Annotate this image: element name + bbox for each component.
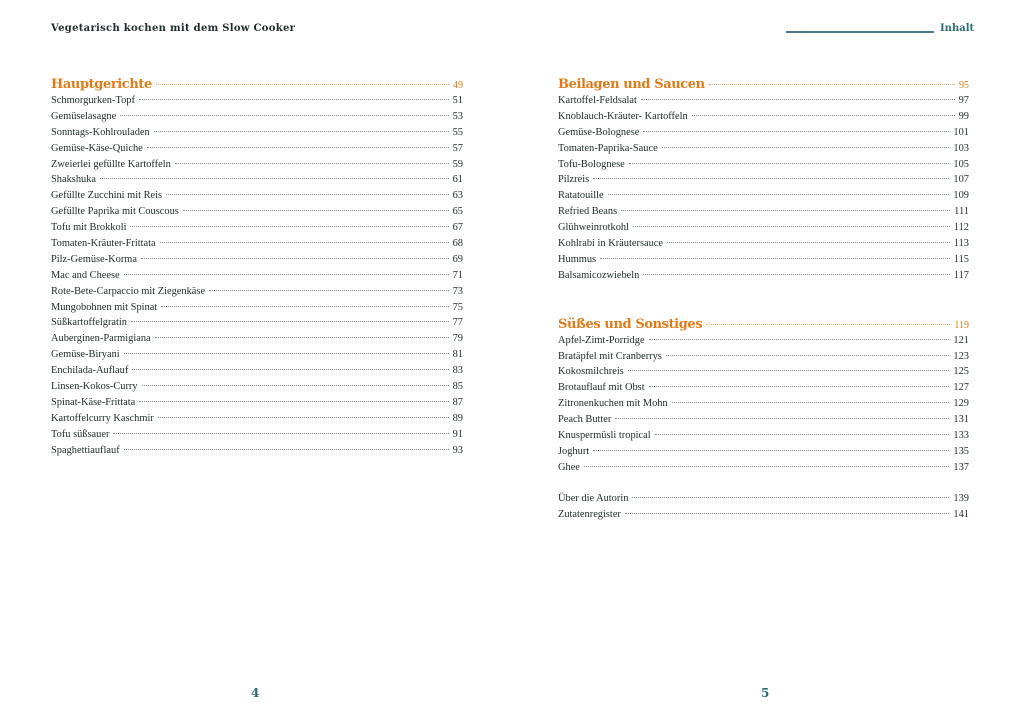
toc-entry[interactable] bbox=[51, 395, 463, 411]
entry-title: Über die Autorin bbox=[558, 492, 629, 504]
toc-entry[interactable] bbox=[558, 507, 969, 523]
dot-leader bbox=[156, 84, 449, 85]
toc-entry[interactable] bbox=[558, 252, 969, 268]
dot-leader bbox=[641, 99, 955, 100]
dot-leader bbox=[131, 321, 449, 322]
dot-leader bbox=[183, 210, 449, 211]
toc-entry[interactable] bbox=[558, 172, 969, 188]
entry-page: 67 bbox=[452, 222, 463, 234]
entry-title: Pilzreis bbox=[558, 174, 590, 186]
entry-title: Refried Beans bbox=[558, 206, 618, 218]
dot-leader bbox=[692, 115, 955, 116]
entry-page: 75 bbox=[452, 301, 463, 313]
entry-title: Tomaten-Kräuter-Frittata bbox=[51, 238, 156, 250]
toc-entry[interactable] bbox=[51, 141, 463, 157]
toc-entry[interactable] bbox=[558, 125, 969, 141]
toc-entry[interactable] bbox=[51, 93, 463, 109]
dot-leader bbox=[672, 402, 950, 403]
entry-title: Enchilada-Auflauf bbox=[51, 365, 129, 377]
entry-page: 63 bbox=[452, 190, 463, 202]
dot-leader bbox=[166, 194, 449, 195]
toc-entry[interactable] bbox=[558, 204, 969, 220]
section-title: Beilagen und Saucen bbox=[558, 77, 705, 92]
entry-title: Sonntags-Kohlrouladen bbox=[51, 126, 150, 138]
entry-page: 59 bbox=[452, 158, 463, 170]
entry-page: 129 bbox=[953, 398, 969, 410]
dot-leader bbox=[593, 450, 949, 451]
entry-title: Peach Butter bbox=[558, 414, 612, 426]
dot-leader bbox=[649, 339, 950, 340]
entry-page: 87 bbox=[452, 396, 463, 408]
entry-page: 115 bbox=[953, 253, 969, 265]
entry-title: Ratatouille bbox=[558, 190, 604, 202]
dot-leader bbox=[124, 274, 449, 275]
dot-leader bbox=[629, 163, 950, 164]
entry-title: Gemüselasagne bbox=[51, 110, 117, 122]
entry-page: 77 bbox=[452, 317, 463, 329]
entry-page: 113 bbox=[953, 238, 969, 250]
toc-left-column bbox=[51, 76, 463, 458]
toc-entry[interactable] bbox=[558, 188, 969, 204]
toc-extras-list bbox=[558, 491, 969, 523]
entry-page: 112 bbox=[953, 222, 969, 234]
entry-page: 93 bbox=[452, 444, 463, 456]
entry-page: 57 bbox=[452, 142, 463, 154]
entry-title: Auberginen-Parmigiana bbox=[51, 333, 151, 345]
entry-title: Zitronenkuchen mit Mohn bbox=[558, 398, 668, 410]
entry-title: Gemüse-Biryani bbox=[51, 349, 120, 361]
entry-title: Gemüse-Bolognese bbox=[558, 126, 640, 138]
toc-entry[interactable] bbox=[51, 331, 463, 347]
toc-entry[interactable] bbox=[51, 411, 463, 427]
entry-page: 121 bbox=[953, 334, 969, 346]
dot-leader bbox=[158, 417, 449, 418]
dot-leader bbox=[160, 242, 449, 243]
entry-title: Balsamicozwiebeln bbox=[558, 269, 640, 281]
entry-page: 73 bbox=[452, 285, 463, 297]
toc-entry[interactable] bbox=[51, 157, 463, 173]
toc-entry-list bbox=[558, 93, 969, 284]
dot-leader bbox=[113, 433, 448, 434]
entry-page: 71 bbox=[452, 269, 463, 281]
entry-page: 135 bbox=[953, 445, 969, 457]
toc-entry[interactable] bbox=[51, 284, 463, 300]
dot-leader bbox=[147, 147, 449, 148]
dot-leader bbox=[706, 324, 950, 325]
entry-page: 103 bbox=[953, 142, 969, 154]
dot-leader bbox=[632, 497, 949, 498]
entry-title: Hummus bbox=[558, 253, 597, 265]
dot-leader bbox=[130, 226, 448, 227]
toc-entry[interactable] bbox=[51, 252, 463, 268]
entry-page: 117 bbox=[953, 269, 969, 281]
entry-title: Bratäpfel mit Cranberrys bbox=[558, 350, 662, 362]
toc-entry[interactable] bbox=[51, 268, 463, 284]
toc-entry[interactable] bbox=[558, 380, 969, 396]
toc-entry[interactable] bbox=[558, 109, 969, 125]
toc-entry[interactable] bbox=[51, 315, 463, 331]
dot-leader bbox=[100, 178, 449, 179]
running-header-section: Inhalt bbox=[940, 23, 975, 34]
entry-title: Rote-Bete-Carpaccio mit Ziegenkäse bbox=[51, 285, 206, 297]
dot-leader bbox=[124, 353, 449, 354]
entry-page: 91 bbox=[452, 428, 463, 440]
dot-leader bbox=[175, 163, 449, 164]
toc-entry[interactable] bbox=[558, 268, 969, 284]
dot-leader bbox=[139, 99, 449, 100]
entry-page: 51 bbox=[452, 95, 463, 106]
toc-entry[interactable] bbox=[558, 220, 969, 236]
dot-leader bbox=[124, 449, 449, 450]
entry-page: 89 bbox=[452, 412, 463, 424]
toc-entry[interactable] bbox=[51, 125, 463, 141]
entry-page: 68 bbox=[452, 238, 463, 250]
dot-leader bbox=[621, 210, 950, 211]
entry-page: 111 bbox=[954, 206, 969, 218]
dot-leader bbox=[600, 258, 950, 259]
toc-entry[interactable] bbox=[51, 427, 463, 443]
toc-entry[interactable] bbox=[558, 236, 969, 252]
entry-page: 99 bbox=[958, 110, 969, 122]
entry-title: Tofu süßsauer bbox=[51, 428, 110, 440]
dot-leader bbox=[655, 434, 950, 435]
entry-title: Zweierlei gefüllte Kartoffeln bbox=[51, 158, 171, 170]
entry-title: Spaghettiauflauf bbox=[51, 444, 120, 456]
entry-page: 69 bbox=[452, 253, 463, 265]
section-page: 119 bbox=[954, 319, 969, 331]
toc-section-heading[interactable] bbox=[51, 76, 463, 93]
entry-title: Pilz-Gemüse-Korma bbox=[51, 253, 137, 265]
header-rule bbox=[786, 31, 934, 33]
entry-title: Knuspermüsli tropical bbox=[558, 430, 651, 442]
toc-entry[interactable] bbox=[51, 236, 463, 252]
dot-leader bbox=[154, 131, 449, 132]
toc-entry[interactable] bbox=[558, 157, 969, 173]
entry-title: Zutatenregister bbox=[558, 508, 621, 520]
section-page: 49 bbox=[453, 80, 463, 91]
entry-page: 131 bbox=[953, 414, 969, 426]
entry-title: Mac and Cheese bbox=[51, 269, 120, 281]
entry-page: 97 bbox=[958, 95, 969, 106]
toc-entry[interactable] bbox=[51, 204, 463, 220]
dot-leader bbox=[649, 386, 950, 387]
toc-section-heading[interactable] bbox=[558, 316, 969, 333]
dot-leader bbox=[628, 370, 950, 371]
entry-title: Tomaten-Paprika-Sauce bbox=[558, 142, 658, 154]
entry-title: Tofu-Bolognese bbox=[558, 158, 625, 170]
toc-entry[interactable] bbox=[558, 491, 969, 507]
entry-title: Ghee bbox=[558, 461, 580, 473]
entry-page: 139 bbox=[953, 492, 969, 504]
toc-entry[interactable] bbox=[51, 188, 463, 204]
entry-page: 127 bbox=[953, 382, 969, 394]
section-title: Süßes und Sonstiges bbox=[558, 316, 703, 332]
toc-entry[interactable] bbox=[558, 412, 969, 428]
section-title: Hauptgerichte bbox=[51, 77, 152, 92]
entry-page: 133 bbox=[953, 430, 969, 442]
dot-leader bbox=[643, 274, 949, 275]
dot-leader bbox=[667, 242, 950, 243]
entry-title: Kohlrabi in Kräutersauce bbox=[558, 238, 664, 250]
dot-leader bbox=[666, 355, 950, 356]
toc-entry[interactable] bbox=[51, 443, 463, 459]
entry-page: 61 bbox=[452, 174, 463, 186]
entry-page: 109 bbox=[953, 190, 969, 202]
toc-right-column bbox=[558, 76, 969, 522]
toc-entry-list bbox=[558, 333, 969, 476]
entry-title: Apfel-Zimt-Porridge bbox=[558, 334, 645, 346]
entry-page: 105 bbox=[953, 158, 969, 170]
toc-entry[interactable] bbox=[558, 428, 969, 444]
dot-leader bbox=[209, 290, 449, 291]
toc-entry[interactable] bbox=[558, 93, 969, 109]
entry-title: Kokosmilchreis bbox=[558, 366, 624, 378]
page-number-left: 4 bbox=[251, 686, 260, 700]
entry-page: 101 bbox=[953, 126, 969, 138]
dot-leader bbox=[593, 178, 949, 179]
toc-entry[interactable] bbox=[51, 109, 463, 125]
entry-page: 65 bbox=[452, 206, 463, 218]
entry-title: Kartoffel-Feldsalat bbox=[558, 95, 637, 106]
dot-leader bbox=[625, 513, 950, 514]
entry-title: Tofu mit Brokkoli bbox=[51, 222, 127, 234]
running-header-title: Vegetarisch kochen mit dem Slow Cooker bbox=[51, 23, 296, 34]
section-page: 95 bbox=[959, 80, 969, 91]
page-number-right: 5 bbox=[761, 686, 770, 700]
dot-leader bbox=[662, 147, 950, 148]
dot-leader bbox=[161, 306, 448, 307]
toc-entry[interactable] bbox=[51, 347, 463, 363]
entry-title: Linsen-Kokos-Curry bbox=[51, 381, 138, 393]
entry-page: 83 bbox=[452, 365, 463, 377]
dot-leader bbox=[120, 115, 448, 116]
dot-leader bbox=[141, 258, 449, 259]
entry-page: 123 bbox=[953, 350, 969, 362]
dot-leader bbox=[709, 84, 955, 85]
toc-entry[interactable] bbox=[558, 364, 969, 380]
dot-leader bbox=[643, 131, 949, 132]
entry-title: Joghurt bbox=[558, 445, 590, 457]
entry-page: 55 bbox=[452, 126, 463, 138]
entry-title: Gefüllte Zucchini mit Reis bbox=[51, 190, 163, 202]
entry-title: Brotauflauf mit Obst bbox=[558, 382, 645, 394]
entry-page: 81 bbox=[452, 349, 463, 361]
entry-title: Kartoffelcurry Kaschmir bbox=[51, 412, 154, 424]
toc-entry[interactable] bbox=[51, 363, 463, 379]
toc-entry[interactable] bbox=[558, 141, 969, 157]
entry-title: Knoblauch-Kräuter- Kartoffeln bbox=[558, 110, 688, 122]
toc-entry[interactable] bbox=[51, 172, 463, 188]
entry-title: Spinat-Käse-Frittata bbox=[51, 396, 136, 408]
toc-entry[interactable] bbox=[558, 349, 969, 365]
entry-title: Süßkartoffelgratin bbox=[51, 317, 127, 329]
dot-leader bbox=[615, 418, 949, 419]
toc-entry[interactable] bbox=[558, 396, 969, 412]
entry-page: 125 bbox=[953, 366, 969, 378]
entry-title: Gefüllte Paprika mit Couscous bbox=[51, 206, 179, 218]
entry-page: 53 bbox=[452, 110, 463, 122]
toc-entry-list bbox=[51, 93, 463, 458]
toc-entry[interactable] bbox=[558, 333, 969, 349]
entry-page: 137 bbox=[953, 461, 969, 473]
entry-title: Mungobohnen mit Spinat bbox=[51, 301, 158, 313]
toc-entry[interactable] bbox=[51, 220, 463, 236]
dot-leader bbox=[132, 369, 448, 370]
dot-leader bbox=[584, 466, 949, 467]
toc-section-heading[interactable] bbox=[558, 76, 969, 93]
entry-title: Schmorgurken-Topf bbox=[51, 95, 135, 106]
entry-page: 85 bbox=[452, 381, 463, 393]
dot-leader bbox=[142, 385, 449, 386]
toc-entry[interactable] bbox=[558, 444, 969, 460]
toc-entry[interactable] bbox=[51, 300, 463, 316]
dot-leader bbox=[608, 194, 950, 195]
dot-leader bbox=[633, 226, 950, 227]
entry-title: Gemüse-Käse-Quiche bbox=[51, 142, 143, 154]
toc-entry[interactable] bbox=[51, 379, 463, 395]
toc-entry[interactable] bbox=[558, 460, 969, 476]
dot-leader bbox=[155, 337, 449, 338]
entry-page: 107 bbox=[953, 174, 969, 186]
entry-page: 79 bbox=[452, 333, 463, 345]
entry-title: Shakshuka bbox=[51, 174, 97, 186]
dot-leader bbox=[139, 401, 448, 402]
entry-page: 141 bbox=[953, 508, 969, 520]
entry-title: Glühweinrotkohl bbox=[558, 222, 629, 234]
